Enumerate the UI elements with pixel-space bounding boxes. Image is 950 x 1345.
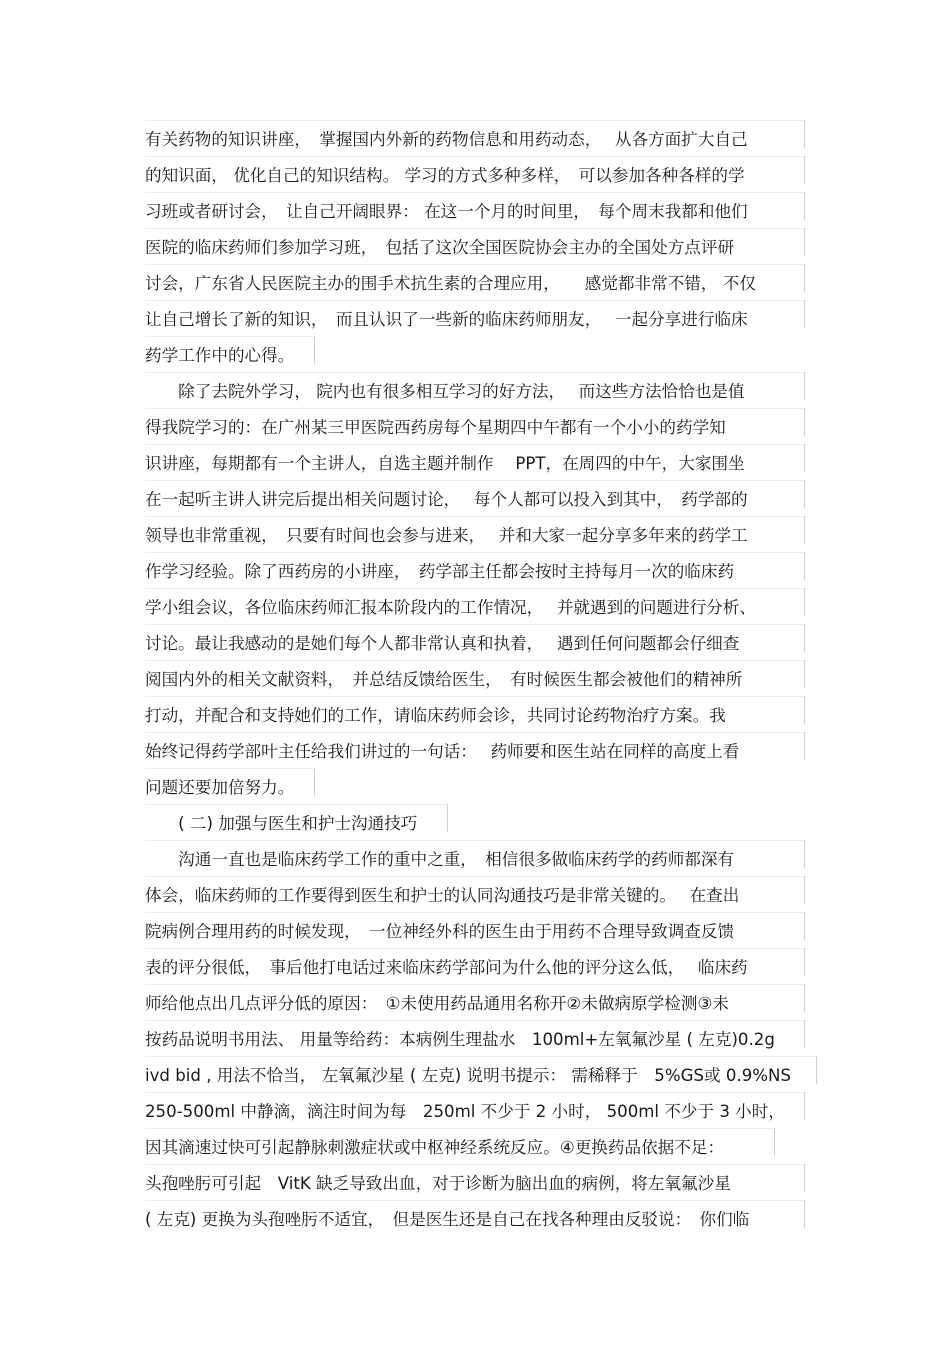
text-line: 的知识面， 优化自己的知识结构。 学习的方式多种多样， 可以参加各种各样的学 bbox=[145, 163, 805, 189]
text-line: 让自己增长了新的知识， 而且认识了一些新的临床药师朋友， 一起分享进行临床 bbox=[145, 307, 805, 333]
text-line: 沟通一直也是临床药学工作的重中之重， 相信很多做临床药学的药师都深有 bbox=[145, 847, 805, 873]
text-line: 有关药物的知识讲座， 掌握国内外新的药物信息和用药动态， 从各方面扩大自己 bbox=[145, 127, 805, 153]
text-line: 在一起听主讲人讲完后提出相关问题讨论， 每个人都可以投入到其中， 药学部的 bbox=[145, 487, 805, 513]
text-line: 讨会，广东省人民医院主办的围手术抗生素的合理应用， 感觉都非常不错， 不仅 bbox=[145, 271, 805, 297]
text-line: ( 左克) 更换为头孢唑肟不适宜， 但是医生还是自己在找各种理由反驳说： 你们临 bbox=[145, 1207, 805, 1233]
text-line: 始终记得药学部叶主任给我们讲过的一句话： 药师要和医生站在同样的高度上看 bbox=[145, 739, 805, 765]
text-line: 打动，并配合和支持她们的工作，请临床药师会诊，共同讨论药物治疗方案。我 bbox=[145, 703, 805, 729]
text-line: 师给他点出几点评分低的原因： ①未使用药品通用名称开②未做病原学检测③未 bbox=[145, 991, 805, 1017]
text-line: ivd bid , 用法不恰当， 左氧氟沙星 ( 左克) 说明书提示： 需稀释于 5%GS或 0.9%NS bbox=[145, 1063, 817, 1089]
text-line: 学小组会议，各位临床药师汇报本阶段内的工作情况， 并就遇到的问题进行分析、 bbox=[145, 595, 805, 621]
text-line: 院病例合理用药的时候发现， 一位神经外科的医生由于用药不合理导致调查反馈 bbox=[145, 919, 805, 945]
text-line: 识讲座，每期都有一个主讲人，自选主题并制作 PPT，在周四的中午，大家围坐 bbox=[145, 451, 805, 477]
text-line: 250-500ml 中静滴，滴注时间为每 250ml 不少于 2 小时， 500ml 不少于 3 小时， bbox=[145, 1099, 805, 1125]
text-line: 阅国内外的相关文献资料， 并总结反馈给医生， 有时候医生都会被他们的精神所 bbox=[145, 667, 805, 693]
text-line: 讨论。最让我感动的是她们每个人都非常认真和执着， 遇到任何问题都会仔细查 bbox=[145, 631, 805, 657]
text-line: 问题还要加倍努力。 bbox=[145, 775, 315, 801]
text-line: 除了去院外学习， 院内也有很多相互学习的好方法， 而这些方法恰恰也是值 bbox=[145, 379, 805, 405]
text-line: 体会，临床药师的工作要得到医生和护士的认同沟通技巧是非常关键的。 在查出 bbox=[145, 883, 805, 909]
text-line: 作学习经验。除了西药房的小讲座， 药学部主任都会按时主持每月一次的临床药 bbox=[145, 559, 805, 585]
text-line: 领导也非常重视， 只要有时间也会参与进来， 并和大家一起分享多年来的药学工 bbox=[145, 523, 805, 549]
text-line: 医院的临床药师们参加学习班， 包括了这次全国医院协会主办的全国处方点评研 bbox=[145, 235, 805, 261]
section-heading: ( 二) 加强与医生和护士沟通技巧 bbox=[145, 811, 448, 837]
text-line: 得我院学习的：在广州某三甲医院西药房每个星期四中午都有一个小小的药学知 bbox=[145, 415, 805, 441]
text-line: 表的评分很低， 事后他打电话过来临床药学部问为什么他的评分这么低， 临床药 bbox=[145, 955, 805, 981]
text-line: 习班或者研讨会， 让自己开阔眼界： 在这一个月的时间里， 每个周末我都和他们 bbox=[145, 199, 805, 225]
text-line: 头孢唑肟可引起 VitK 缺乏导致出血，对于诊断为脑出血的病例，将左氧氟沙星 bbox=[145, 1171, 805, 1197]
text-line: 药学工作中的心得。 bbox=[145, 343, 315, 369]
text-line: 按药品说明书用法、 用量等给药：本病例生理盐水 100ml+左氧氟沙星 ( 左克)0.2g bbox=[145, 1027, 805, 1053]
text-line: 因其滴速过快可引起静脉刺激症状或中枢神经系统反应。④更换药品依据不足： bbox=[145, 1135, 775, 1161]
